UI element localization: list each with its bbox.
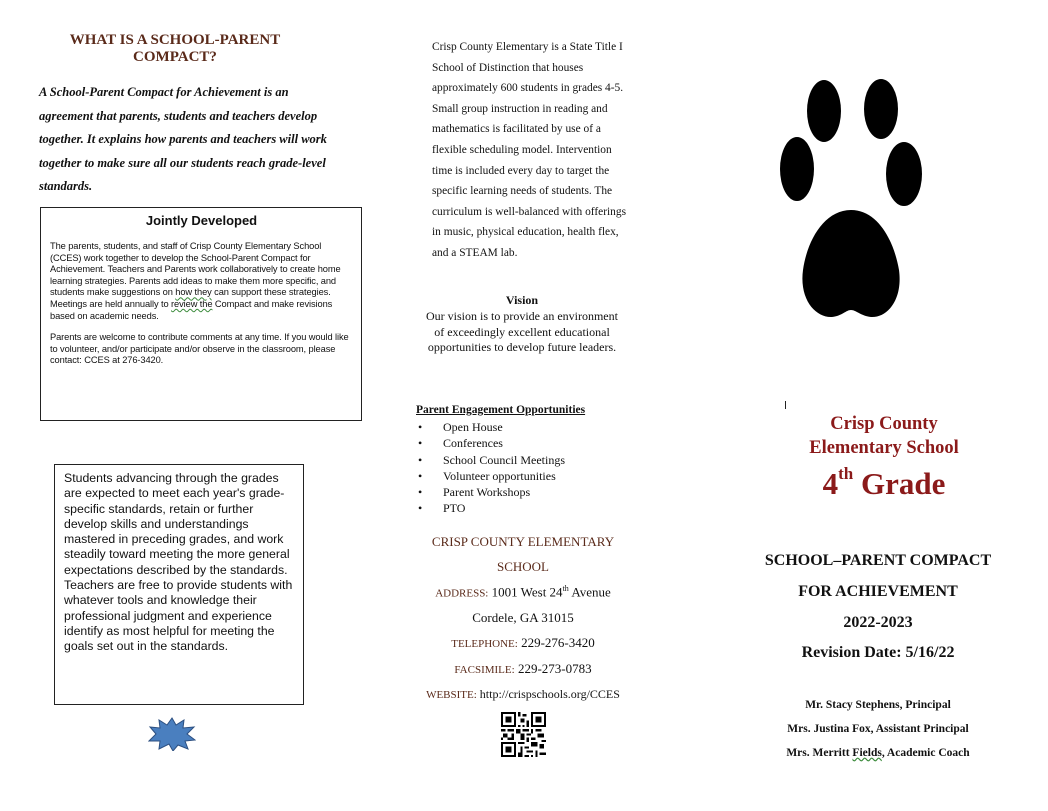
paw-print-icon	[776, 78, 926, 323]
contact-school-line2: SCHOOL	[496, 559, 549, 574]
phone-label: TELEPHONE:	[451, 638, 518, 650]
compact-title-line2: FOR ACHIEVEMENT	[798, 583, 958, 600]
address-label: ADDRESS:	[435, 587, 489, 600]
coach-surname: Fields	[852, 747, 882, 759]
school-description: Crisp County Elementary is a State Title I School of Distinction that houses approximately 600 students in grades 4-5. Small group instruction in reading and mathematics is facilitated by use of a flexible scheduling model. Intervention time is included every day to target the specific learning needs of students. The curriculum is well-balanced with offerings in music, physical education, health flex, and a STEAM lab.	[432, 41, 627, 259]
address-sup: th	[562, 584, 569, 593]
address-street: 1001 West 24	[491, 584, 563, 600]
standards-box: Students advancing through the grades are expected to meet each year's grade-specific standards, retain or further develop skills and understandings mastered in preceding grades, and work steadily toward meeting the more general expectations described by the standards. Teachers are free to provide students with whatever tools and knowledge their professional judgment and experience identify as most helpful for meeting the goals set out in the standards.	[54, 464, 304, 705]
grade-suffix: th	[838, 464, 854, 483]
list-item: • Conferences	[418, 435, 565, 451]
jointly-text-a: The parents, students, and staff of Crisp County Elementary School (CCES) work together to develop the School-Parent Compact for Achievement. Teachers and Parents work collaboratively to create home learning strategies. Parents add ideas to make them more specific, and students make suggestions on	[50, 241, 341, 298]
jointly-text-d: review the	[171, 298, 213, 309]
jointly-text-c: can support these strategies. Meetings are held annually to	[50, 287, 331, 309]
jointly-paragraph-1	[50, 241, 353, 322]
list-item: • PTO	[418, 500, 565, 516]
vision-text: Our vision is to provide an environment of exceedingly excellent educational opportunities to develop future leaders.	[426, 309, 618, 355]
grade-title	[768, 466, 1000, 502]
phone-number: 229-276-3420	[521, 635, 595, 650]
coach-title: , Academic Coach	[881, 747, 970, 759]
list-item: • Open House	[418, 419, 565, 435]
qr-code-icon	[501, 712, 546, 757]
website-link[interactable]: http://crispschools.org/CCES	[479, 687, 620, 701]
principal-name: Mr. Stacy Stephens, Principal	[805, 699, 951, 711]
address-street-end: Avenue	[568, 584, 611, 600]
cover-school-name-line1: Crisp County	[830, 414, 938, 434]
cover-school-name	[768, 412, 1000, 460]
jointly-developed-box	[40, 207, 362, 421]
grade-number: 4	[822, 466, 839, 501]
contact-school-line1: CRISP COUNTY ELEMENTARY	[431, 534, 615, 549]
starburst-icon	[148, 717, 196, 751]
contact-phone	[410, 635, 636, 651]
list-item: • School Council Meetings	[418, 452, 565, 468]
list-item: • Volunteer opportunities	[418, 468, 565, 484]
list-item: • Parent Workshops	[418, 484, 565, 500]
engagement-title: Parent Engagement Opportunities	[416, 404, 586, 416]
academic-coach-name	[740, 747, 1016, 759]
coach-prefix: Mrs. Merritt	[786, 747, 853, 759]
contact-fax	[410, 661, 636, 677]
jointly-title: Jointly Developed	[145, 213, 258, 228]
fax-label: FACSIMILE:	[454, 664, 515, 676]
contact-address	[410, 584, 636, 600]
jointly-text-e: Compact and make revisions based on academic needs.	[50, 298, 333, 321]
grade-word: Grade	[853, 466, 946, 501]
compact-year: 2022-2023	[843, 614, 913, 631]
fax-number: 229-273-0783	[517, 661, 592, 676]
compact-heading: WHAT IS A SCHOOL-PARENT COMPACT?	[69, 32, 281, 65]
cover-school-name-line2: Elementary School	[809, 438, 959, 458]
vision-title: Vision	[505, 293, 539, 307]
jointly-paragraph-2: Parents are welcome to contribute comments at any time. If you would like to volunteer, and/or participate and/or observe in the classroom, please contact: CCES at 276-3420.	[50, 332, 349, 366]
assistant-principal-name: Mrs. Justina Fox, Assistant Principal	[787, 723, 969, 735]
engagement-list	[418, 419, 565, 517]
contact-website	[410, 687, 636, 702]
jointly-text-b: how they	[175, 287, 212, 298]
compact-intro: A School-Parent Compact for Achievement is an agreement that parents, students and teachers develop together. It explains how parents and teachers will work together to make sure all our students reach grade-level standards.	[39, 85, 327, 193]
revision-date: Revision Date: 5/16/22	[801, 644, 955, 661]
contact-city: Cordele, GA 31015	[472, 610, 574, 625]
website-label: WEBSITE:	[426, 689, 477, 701]
compact-title-line1: SCHOOL–PARENT COMPACT	[764, 552, 992, 569]
text-cursor-mark	[785, 401, 786, 409]
